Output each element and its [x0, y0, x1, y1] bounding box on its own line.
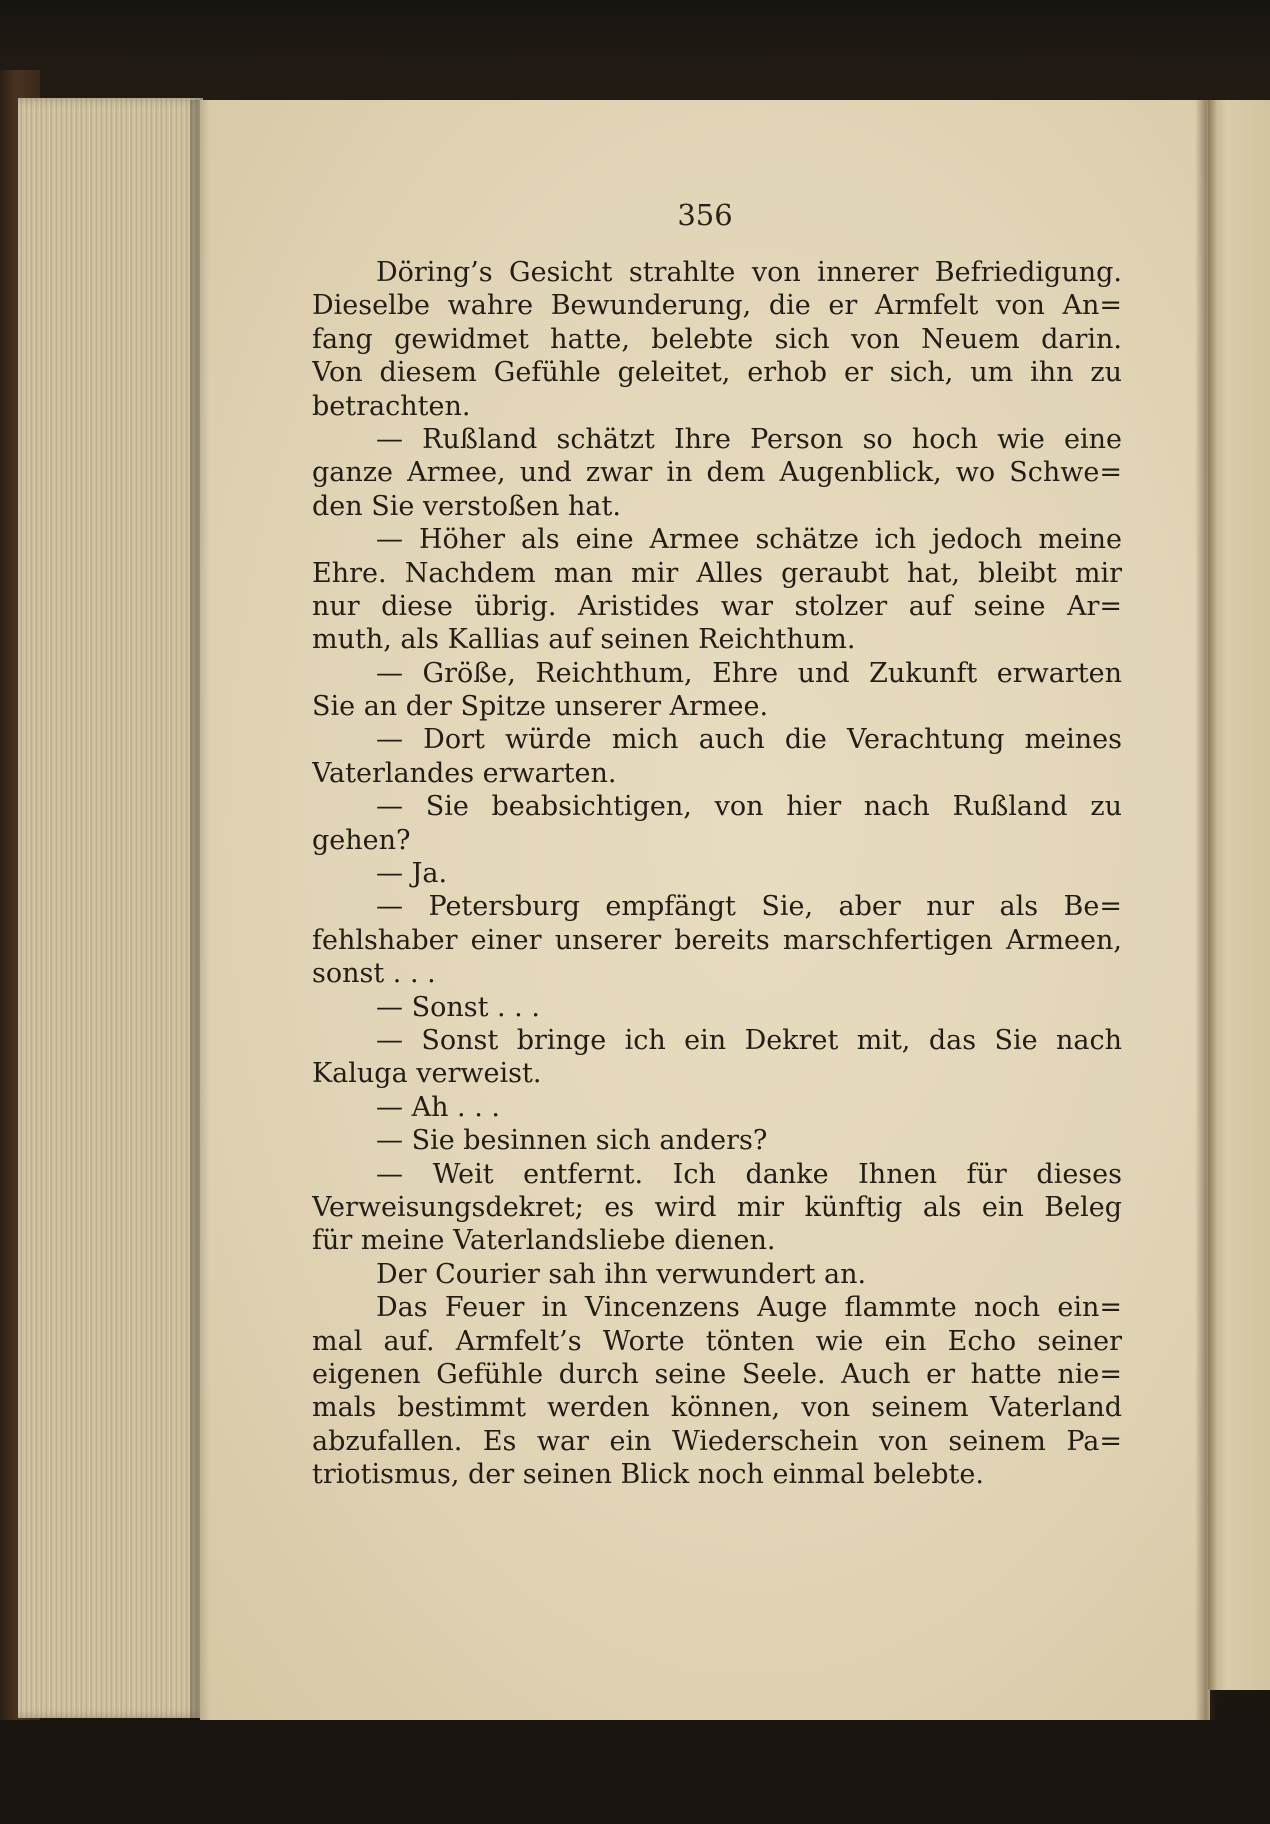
text-line: fang gewidmet hatte, belebte sich von Neuem darin. [312, 323, 1122, 355]
text-line: — Sie besinnen sich anders? [376, 1125, 768, 1157]
text-line: — Sie beabsichtigen, von hier nach Rußland zu [376, 791, 1122, 823]
body-text [312, 256, 1122, 1491]
text-line: gehen? [312, 824, 411, 856]
text-line: — Dort würde mich auch die Verachtung meines [376, 724, 1122, 756]
text-line: Döring’s Gesicht strahlte von innerer Befriedigung. [376, 257, 1122, 288]
page-gutter [1195, 100, 1217, 1720]
text-line: mal auf. Armfelt’s Worte tönten wie ein Echo seiner [312, 1325, 1122, 1357]
text-line: Das Feuer in Vincenzens Auge flammte noch ein= [376, 1292, 1122, 1324]
facing-page-edge [1208, 100, 1270, 1690]
text-line: — Höher als eine Armee schätze ich jedoch meine [376, 524, 1122, 556]
text-line: Von diesem Gefühle geleitet, erhob er sich, um ihn zu [312, 357, 1122, 389]
page-edges [18, 98, 203, 1718]
page-number: 356 [677, 198, 733, 232]
page-shadow [190, 100, 210, 1720]
text-line: Der Courier sah ihn verwundert an. [376, 1258, 867, 1290]
text-line: — Sonst bringe ich ein Dekret mit, das Sie nach [376, 1024, 1122, 1056]
text-line: ganze Armee, und zwar in dem Augenblick, wo Schwe= [312, 457, 1122, 489]
text-line: — Sonst . . . [376, 991, 540, 1023]
text-line: eigenen Gefühle durch seine Seele. Auch er hatte nie= [312, 1358, 1122, 1390]
text-line: für meine Vaterlandsliebe dienen. [312, 1225, 776, 1257]
text-line: Kaluga verweist. [312, 1058, 542, 1090]
text-line: nur diese übrig. Aristides war stolzer auf seine Ar= [312, 590, 1122, 622]
text-line: — Ah . . . [376, 1091, 500, 1123]
text-line: Dieselbe wahre Bewunderung, die er Armfelt von An= [312, 290, 1122, 322]
text-line: Ehre. Nachdem man mir Alles geraubt hat, bleibt mir [312, 557, 1122, 589]
text-line: muth, als Kallias auf seinen Reichthum. [312, 624, 856, 656]
text-line: Sie an der Spitze unserer Armee. [312, 691, 769, 723]
text-line: — Petersburg empfängt Sie, aber nur als Be= [376, 891, 1122, 923]
text-line: Vaterlandes erwarten. [312, 757, 617, 789]
text-line: abzufallen. Es war ein Wiederschein von seinem Pa= [312, 1425, 1122, 1457]
text-line: triotismus, der seinen Blick noch einmal belebte. [312, 1459, 984, 1491]
text-line: fehlshaber einer unserer bereits marschfertigen Armeen, [312, 924, 1122, 956]
text-line: den Sie verstoßen hat. [312, 490, 621, 522]
text-line: sonst . . . [312, 958, 436, 990]
text-line: — Rußland schätzt Ihre Person so hoch wie eine [376, 423, 1122, 455]
text-line: — Ja. [376, 858, 448, 890]
text-line: — Größe, Reichthum, Ehre und Zukunft erwarten [376, 657, 1122, 689]
text-line: mals bestimmt werden können, von seinem Vaterland [312, 1392, 1122, 1424]
text-line: — Weit entfernt. Ich danke Ihnen für dieses [376, 1158, 1122, 1190]
text-line: betrachten. [312, 390, 471, 422]
text-line: Verweisungsdekret; es wird mir künftig als ein Beleg [312, 1191, 1122, 1223]
